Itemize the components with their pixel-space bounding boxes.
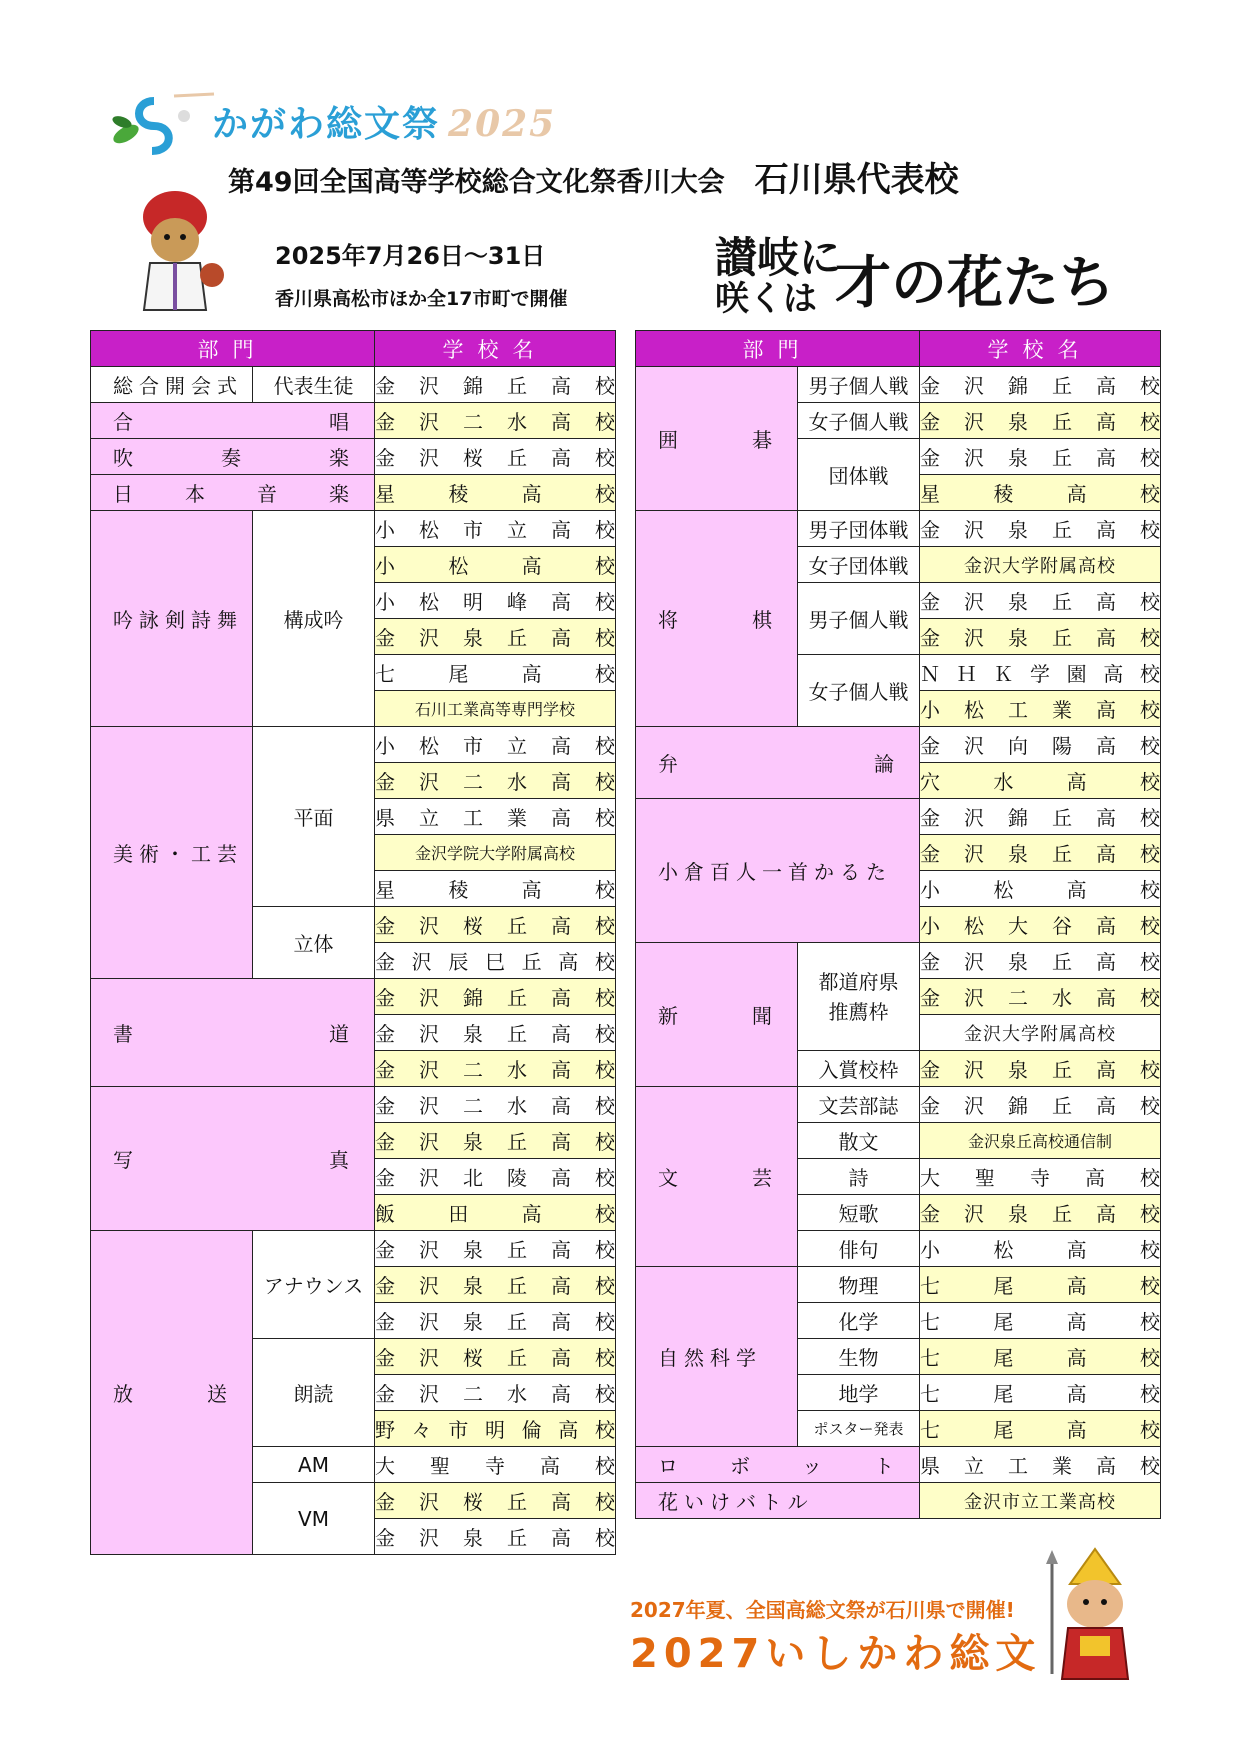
school-name: 金 沢 二 水 高 校 [375,1058,615,1082]
school-name: 金 沢 泉 丘 高 校 [375,1130,615,1154]
sub-category-cell: 代表生徒 [253,367,375,403]
dept-label: ロ ボ ッ ト [658,1454,897,1478]
school-cell [375,727,616,763]
table-row [91,727,616,763]
samurai-mascot-icon [1040,1544,1150,1684]
dept-label: 放 送 [113,1382,230,1406]
school-cell [375,583,616,619]
school-cell [920,1195,1161,1231]
school-cell [920,799,1161,835]
school-name: 県 立 工 業 高 校 [375,806,615,830]
school-cell [375,691,616,727]
school-name: 金 沢 北 陵 高 校 [375,1166,615,1190]
dept-label: 総合開会式 [113,374,243,398]
school-cell [920,1159,1161,1195]
school-cell [375,871,616,907]
school-cell [375,1051,616,1087]
sub-category-cell: VM [253,1483,375,1555]
school-cell [920,727,1161,763]
school-name: 金 沢 錦 丘 高 校 [375,374,615,398]
table-row [636,727,1161,763]
event-title-text: 第49回全国高等学校総合文化祭香川大会 [228,167,725,198]
school-name: 金 沢 二 水 高 校 [375,1382,615,1406]
slogan-line2: 咲くは [715,279,817,319]
school-cell [920,1087,1161,1123]
sub-category-cell: 女子個人戦 [798,403,920,439]
header-school: 学校名 [375,331,616,367]
school-name: 小 松 高 校 [375,554,615,578]
sub-category-cell: 化学 [798,1303,920,1339]
table-row [91,511,616,547]
school-name: 七 尾 高 校 [920,1274,1160,1298]
school-name: 大 聖 寺 高 校 [920,1166,1160,1190]
sub-category-cell: 平面 [253,727,375,907]
school-name: 金沢泉丘高校通信制 [967,1132,1112,1151]
school-cell [375,835,616,871]
school-name: 金 沢 泉 丘 高 校 [375,1238,615,1262]
school-cell [920,1123,1161,1159]
dept-label: 吟詠剣詩舞 [113,608,243,632]
sub-category-cell: 散文 [798,1123,920,1159]
school-name: 金 沢 向 陽 高 校 [920,734,1160,758]
festival-year: 2025 [448,103,557,145]
school-name: 金 沢 泉 丘 高 校 [920,410,1160,434]
school-cell [920,655,1161,691]
sub-category-cell: 女子団体戦 [798,547,920,583]
school-cell [375,1195,616,1231]
school-name: 七 尾 高 校 [920,1418,1160,1442]
school-cell [920,1015,1161,1051]
school-cell [920,1303,1161,1339]
sub-category-cell: 物理 [798,1267,920,1303]
school-name: 金 沢 二 水 高 校 [375,1094,615,1118]
table-row [91,1087,616,1123]
left-schedule-table [90,330,616,1555]
table-row [636,1447,1161,1483]
school-name: 小 松 高 校 [920,1238,1160,1262]
slogan-line1: 讃岐に [715,233,842,282]
table-row [91,1231,616,1267]
school-name: 金 沢 泉 丘 高 校 [920,518,1160,542]
dept-label: 書 道 [113,1022,352,1046]
school-name: 星 稜 高 校 [920,482,1160,506]
school-name: 金 沢 泉 丘 高 校 [920,626,1160,650]
school-cell [375,943,616,979]
school-cell [920,1051,1161,1087]
school-cell [920,1483,1161,1519]
dept-label: 美術・工芸 [113,842,243,866]
footer-announcement: 2027年夏、全国高総文祭が石川県で開催! [630,1598,1015,1622]
school-cell [375,1483,616,1519]
sub-category-cell: 男子団体戦 [798,511,920,547]
school-name: 小 松 市 立 高 校 [375,518,615,542]
school-name: 金 沢 桜 丘 高 校 [375,1346,615,1370]
dept-label: 吹 奏 楽 [113,446,352,470]
dept-cell [91,727,253,979]
school-name: 星 稜 高 校 [375,482,615,506]
school-cell [920,979,1161,1015]
school-cell [920,475,1161,511]
school-name: 金 沢 錦 丘 高 校 [920,374,1160,398]
school-cell [375,1267,616,1303]
school-name: 金 沢 二 水 高 校 [920,986,1160,1010]
school-name: 県 立 工 業 高 校 [920,1454,1160,1478]
school-cell [375,799,616,835]
school-cell [920,1411,1161,1447]
school-cell [920,547,1161,583]
table-row [91,979,616,1015]
school-cell [375,1411,616,1447]
school-cell [920,691,1161,727]
dept-cell [91,367,253,403]
school-cell [375,367,616,403]
dept-cell [91,1087,375,1231]
school-name: 金 沢 泉 丘 高 校 [375,1274,615,1298]
school-cell [375,1447,616,1483]
dept-cell [636,1447,920,1483]
school-name: 小 松 明 峰 高 校 [375,590,615,614]
dept-label: 小倉百人一首かるた [658,860,892,884]
table-row [636,367,1161,403]
festival-name-text: かがわ総文祭 [212,104,441,145]
sub-category-cell: 朗読 [253,1339,375,1447]
sub-category-cell: 入賞校枠 [798,1051,920,1087]
school-cell [920,835,1161,871]
school-cell [375,619,616,655]
school-name: 金 沢 泉 丘 高 校 [920,590,1160,614]
school-cell [920,511,1161,547]
table-row [91,367,616,403]
school-name: 金 沢 桜 丘 高 校 [375,914,615,938]
school-cell [375,475,616,511]
school-name: 金 沢 泉 丘 高 校 [375,626,615,650]
school-cell [375,511,616,547]
dept-cell [636,1267,798,1447]
sub-category-cell: 女子個人戦 [798,655,920,727]
school-cell [920,1375,1161,1411]
school-name: 金沢大学附属高校 [964,1023,1116,1045]
school-name: 金 沢 桜 丘 高 校 [375,1490,615,1514]
dept-label: 新 聞 [658,1004,775,1028]
school-cell [920,403,1161,439]
school-name: 金 沢 錦 丘 高 校 [375,986,615,1010]
school-name: 金 沢 泉 丘 高 校 [375,1526,615,1550]
sub-category-cell: 詩 [798,1159,920,1195]
school-cell [375,547,616,583]
school-cell [375,439,616,475]
sub-category-label: 推薦枠 [828,999,889,1024]
school-name: 七 尾 高 校 [920,1382,1160,1406]
school-cell [920,871,1161,907]
school-name: 野 々 市 明 倫 高 校 [375,1418,615,1442]
dept-cell [91,475,375,511]
school-cell [375,1123,616,1159]
sub-category-cell: AM [253,1447,375,1483]
school-cell [920,763,1161,799]
dept-label: 自然科学 [658,1346,762,1370]
school-cell [375,1231,616,1267]
school-cell [375,655,616,691]
school-cell [920,1231,1161,1267]
dept-label: 日 本 音 楽 [113,482,352,506]
sub-category-cell: 団体戦 [798,439,920,511]
sub-category-cell: 立体 [253,907,375,979]
right-schedule-table [635,330,1161,1519]
school-name: 金 沢 二 水 高 校 [375,770,615,794]
table-row [636,943,1161,979]
school-name: 金 沢 泉 丘 高 校 [920,950,1160,974]
table-header-row [91,331,616,367]
dept-cell [636,727,920,799]
dept-label: 囲 碁 [658,428,775,452]
dept-cell [636,511,798,727]
sub-category-cell: ポスター発表 [798,1411,920,1447]
sub-category-cell: 男子個人戦 [798,583,920,655]
school-name: 七 尾 高 校 [375,662,615,686]
dept-cell [91,403,375,439]
school-cell [375,1519,616,1555]
school-name: 金 沢 桜 丘 高 校 [375,446,615,470]
dept-cell [91,439,375,475]
table-row [636,1483,1161,1519]
school-cell [920,619,1161,655]
sub-category-cell: アナウンス [253,1231,375,1339]
school-cell [375,1087,616,1123]
sub-category-cell: 構成吟 [253,511,375,727]
header-school: 学校名 [920,331,1161,367]
dept-cell [91,511,253,727]
dept-label: 花いけバトル [658,1490,814,1514]
school-name: 金沢大学附属高校 [964,555,1116,577]
dept-cell [91,1231,253,1555]
sub-category-cell: 俳句 [798,1231,920,1267]
school-name: 小 松 大 谷 高 校 [920,914,1160,938]
school-name: 金 沢 泉 丘 高 校 [920,1058,1160,1082]
school-name: 小 松 工 業 高 校 [920,698,1160,722]
event-date: 2025年7月26日～31日 [275,242,546,270]
table-row [636,1267,1161,1303]
table-row [636,1087,1161,1123]
footer-logo-text: 2027いしかわ総文 [630,1631,1042,1677]
school-name: 星 稜 高 校 [375,878,615,902]
school-cell [375,979,616,1015]
school-name: 七 尾 高 校 [920,1346,1160,1370]
school-cell [920,1339,1161,1375]
school-cell [375,1339,616,1375]
event-venue: 香川県高松市ほか全17市町で開催 [275,288,568,310]
dept-cell [636,799,920,943]
dept-cell [91,979,375,1087]
header-dept: 部門 [91,331,375,367]
school-name: 穴 水 高 校 [920,770,1160,794]
sub-category-label: 都道府県 [818,969,899,994]
school-name: 金 沢 泉 丘 高 校 [375,1022,615,1046]
school-name: Ｎ Ｈ Ｋ 学 園 高 校 [920,662,1160,686]
school-cell [920,583,1161,619]
school-cell [375,1015,616,1051]
table-row [91,403,616,439]
dept-label: 合 唱 [113,410,352,434]
school-name: 金 沢 泉 丘 高 校 [920,1202,1160,1226]
school-name: 金 沢 辰 巳 丘 高 校 [375,950,615,974]
sub-category-cell: 生物 [798,1339,920,1375]
table-row [91,439,616,475]
dept-label: 弁 論 [658,752,897,776]
school-name: 小 松 市 立 高 校 [375,734,615,758]
school-name: 小 松 高 校 [920,878,1160,902]
event-title [228,152,959,201]
sub-category-cell: 短歌 [798,1195,920,1231]
mascot-character-icon [120,185,230,315]
school-name: 金 沢 泉 丘 高 校 [375,1310,615,1334]
school-cell [920,1267,1161,1303]
school-cell [375,403,616,439]
school-name: 金 沢 錦 丘 高 校 [920,1094,1160,1118]
header-dept: 部門 [636,331,920,367]
school-cell [375,1375,616,1411]
festival-name [212,96,556,147]
table-row [636,799,1161,835]
dept-cell [636,943,798,1087]
dept-cell [636,367,798,511]
school-cell [920,943,1161,979]
school-cell [375,1303,616,1339]
school-cell [920,439,1161,475]
dept-label: 文 芸 [658,1166,775,1190]
slogan-main: 才の花たち [835,250,1115,316]
school-name: 七 尾 高 校 [920,1310,1160,1334]
dept-cell [636,1483,920,1519]
sub-category-cell: 男子個人戦 [798,367,920,403]
table-row [91,475,616,511]
sub-category-cell [798,943,920,1051]
school-cell [375,763,616,799]
sub-category-cell: 文芸部誌 [798,1087,920,1123]
school-name: 石川工業高等専門学校 [414,700,575,719]
school-name: 飯 田 高 校 [375,1202,615,1226]
representative-label: 石川県代表校 [754,160,959,200]
school-name: 金 沢 泉 丘 高 校 [920,842,1160,866]
school-name: 金沢市立工業高校 [964,1491,1116,1513]
school-name: 金 沢 錦 丘 高 校 [920,806,1160,830]
table-row [636,511,1161,547]
school-name: 金沢学院大学附属高校 [414,844,575,863]
school-name: 大 聖 寺 高 校 [375,1454,615,1478]
table-header-row [636,331,1161,367]
school-cell [375,1159,616,1195]
school-cell [920,907,1161,943]
sub-category-cell: 地学 [798,1375,920,1411]
school-cell [920,367,1161,403]
school-cell [375,907,616,943]
slogan [715,225,1115,319]
school-name: 金 沢 二 水 高 校 [375,410,615,434]
school-cell [920,1447,1161,1483]
dept-label: 将 棋 [658,608,775,632]
school-name: 金 沢 泉 丘 高 校 [920,446,1160,470]
dept-cell [636,1087,798,1267]
dept-label: 写 真 [113,1148,352,1172]
